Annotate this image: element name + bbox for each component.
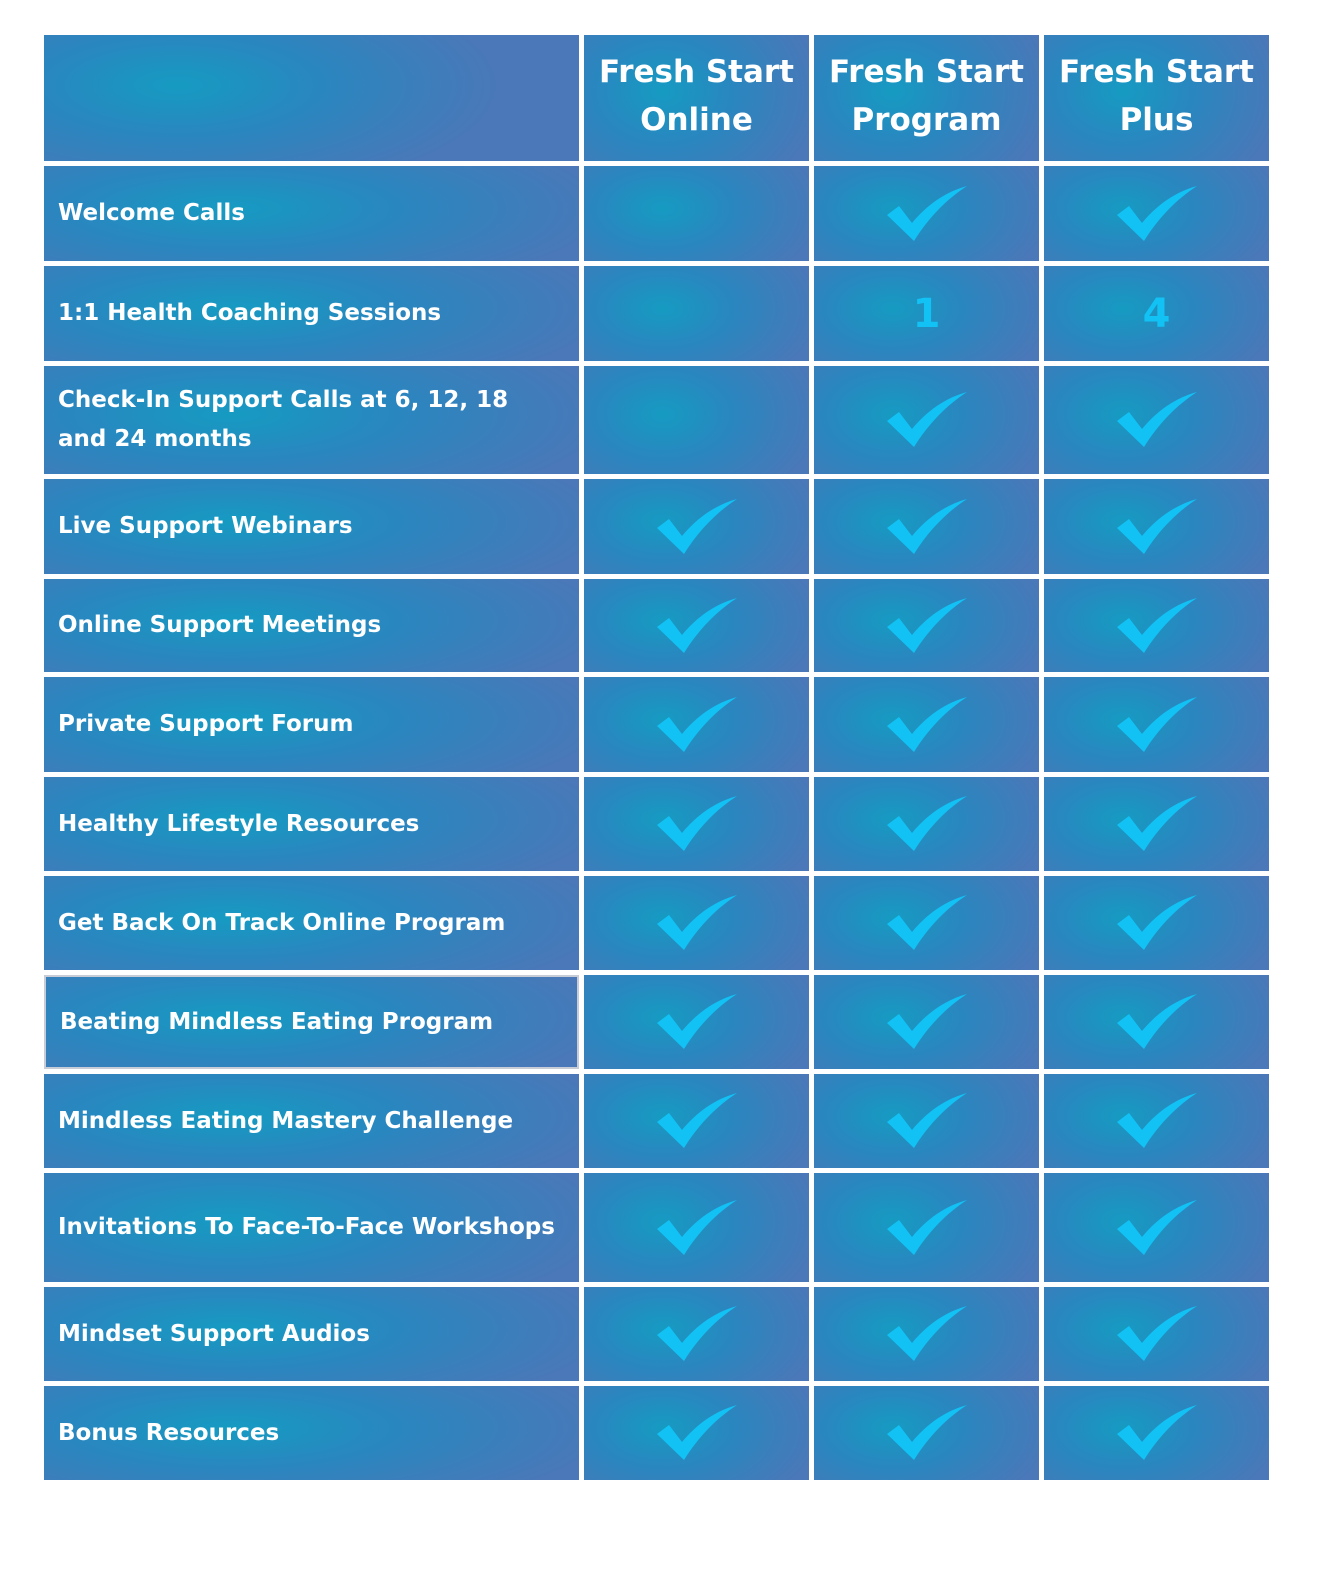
column-header-title xyxy=(829,48,1024,144)
feature-label-cell xyxy=(44,876,579,970)
feature-label-cell xyxy=(44,479,579,574)
plan-value-cell xyxy=(584,579,809,672)
check-icon xyxy=(1115,498,1199,556)
feature-label-cell xyxy=(44,266,579,361)
plan-value-cell xyxy=(584,677,809,772)
plan-value-cell xyxy=(584,876,809,970)
plan-value-cell xyxy=(814,1386,1039,1480)
check-icon xyxy=(655,894,739,952)
feature-label-cell xyxy=(44,366,579,474)
plan-value-cell xyxy=(814,975,1039,1069)
check-icon xyxy=(885,498,969,556)
check-icon xyxy=(1115,894,1199,952)
plan-value-cell xyxy=(814,479,1039,574)
check-icon xyxy=(1115,1092,1199,1150)
check-icon xyxy=(655,597,739,655)
check-icon xyxy=(1115,1305,1199,1363)
plan-value-cell xyxy=(584,975,809,1069)
column-header-title xyxy=(1059,48,1254,144)
check-icon xyxy=(1115,993,1199,1051)
check-icon xyxy=(885,795,969,853)
plan-value-cell xyxy=(1044,366,1269,474)
feature-label: Bonus Resources xyxy=(58,1419,280,1446)
plan-value-cell xyxy=(814,579,1039,672)
check-icon xyxy=(885,696,969,754)
feature-label: Private Support Forum xyxy=(58,711,354,737)
check-icon xyxy=(885,185,969,243)
feature-label-cell xyxy=(44,1074,579,1168)
plan-value-cell xyxy=(814,876,1039,970)
feature-label: Get Back On Track Online Program xyxy=(58,909,506,936)
column-header-line2: Program xyxy=(851,102,1002,138)
plan-value-cell xyxy=(1044,677,1269,772)
check-icon xyxy=(655,696,739,754)
check-icon xyxy=(885,894,969,952)
plan-value-cell xyxy=(584,1287,809,1381)
plan-value-cell xyxy=(1044,266,1269,361)
check-icon xyxy=(1115,185,1199,243)
feature-label: Mindset Support Audios xyxy=(58,1320,370,1347)
feature-label: Healthy Lifestyle Resources xyxy=(58,810,420,837)
check-icon xyxy=(1115,795,1199,853)
plan-value-cell xyxy=(1044,1287,1269,1381)
check-icon xyxy=(1115,597,1199,655)
check-icon xyxy=(1115,1199,1199,1257)
plan-value-cell xyxy=(1044,579,1269,672)
feature-label-cell xyxy=(44,777,579,871)
column-header-line2: Plus xyxy=(1119,102,1194,138)
comparison-table xyxy=(44,35,1269,1480)
plan-value-cell xyxy=(584,1386,809,1480)
check-icon xyxy=(655,1305,739,1363)
check-icon xyxy=(1115,696,1199,754)
check-icon xyxy=(885,391,969,449)
plan-value-cell xyxy=(584,1173,809,1282)
feature-label: Beating Mindless Eating Program xyxy=(60,1008,494,1035)
column-header-line2: Online xyxy=(640,102,753,138)
plan-value-cell xyxy=(1044,777,1269,871)
plan-value-cell xyxy=(1044,166,1269,261)
plan-value-cell xyxy=(584,166,809,261)
feature-label: Welcome Calls xyxy=(58,200,245,226)
feature-label: Mindless Eating Mastery Challenge xyxy=(58,1107,514,1134)
feature-label: Invitations To Face-To-Face Workshops xyxy=(58,1214,555,1240)
check-icon xyxy=(1115,1404,1199,1462)
check-icon xyxy=(885,597,969,655)
check-icon xyxy=(1115,391,1199,449)
plan-value-cell xyxy=(1044,975,1269,1069)
check-icon xyxy=(885,1199,969,1257)
plan-value-cell xyxy=(814,166,1039,261)
plan-value-cell xyxy=(1044,876,1269,970)
feature-label: Online Support Meetings xyxy=(58,612,382,638)
check-icon xyxy=(885,1092,969,1150)
feature-label-cell xyxy=(44,166,579,261)
check-icon xyxy=(655,1404,739,1462)
column-header xyxy=(1044,35,1269,161)
feature-label-cell xyxy=(44,975,579,1069)
feature-label: 1:1 Health Coaching Sessions xyxy=(58,300,442,326)
feature-label: Live Support Webinars xyxy=(58,513,353,539)
column-header-line1: Fresh Start xyxy=(599,54,794,90)
check-icon xyxy=(655,1199,739,1257)
feature-label-cell xyxy=(44,579,579,672)
check-icon xyxy=(885,1305,969,1363)
check-icon xyxy=(885,1404,969,1462)
header-corner-cell xyxy=(44,35,579,161)
feature-label-cell xyxy=(44,1386,579,1480)
check-icon xyxy=(885,993,969,1051)
plan-value-cell xyxy=(814,677,1039,772)
plan-value-cell xyxy=(814,366,1039,474)
plan-value-number: 1 xyxy=(912,290,941,337)
plan-value-cell xyxy=(1044,1074,1269,1168)
check-icon xyxy=(655,498,739,556)
plan-value-cell xyxy=(584,1074,809,1168)
plan-value-number: 4 xyxy=(1142,290,1171,337)
column-header-title xyxy=(599,48,794,144)
column-header-line1: Fresh Start xyxy=(1059,54,1254,90)
plan-value-cell xyxy=(814,1173,1039,1282)
plan-value-cell xyxy=(814,266,1039,361)
plan-value-cell xyxy=(814,1074,1039,1168)
plan-value-cell xyxy=(584,366,809,474)
plan-value-cell xyxy=(584,266,809,361)
plan-value-cell xyxy=(1044,479,1269,574)
feature-label-cell xyxy=(44,1287,579,1381)
check-icon xyxy=(655,1092,739,1150)
plan-value-cell xyxy=(584,777,809,871)
check-icon xyxy=(655,795,739,853)
plan-value-cell xyxy=(1044,1386,1269,1480)
plan-value-cell xyxy=(584,479,809,574)
feature-label-cell xyxy=(44,677,579,772)
column-header xyxy=(584,35,809,161)
plan-value-cell xyxy=(1044,1173,1269,1282)
plan-value-cell xyxy=(814,1287,1039,1381)
feature-label: Check-In Support Calls at 6, 12, 18 and 24 months xyxy=(58,387,509,452)
plan-value-cell xyxy=(814,777,1039,871)
check-icon xyxy=(655,993,739,1051)
feature-label-cell xyxy=(44,1173,579,1282)
column-header xyxy=(814,35,1039,161)
column-header-line1: Fresh Start xyxy=(829,54,1024,90)
